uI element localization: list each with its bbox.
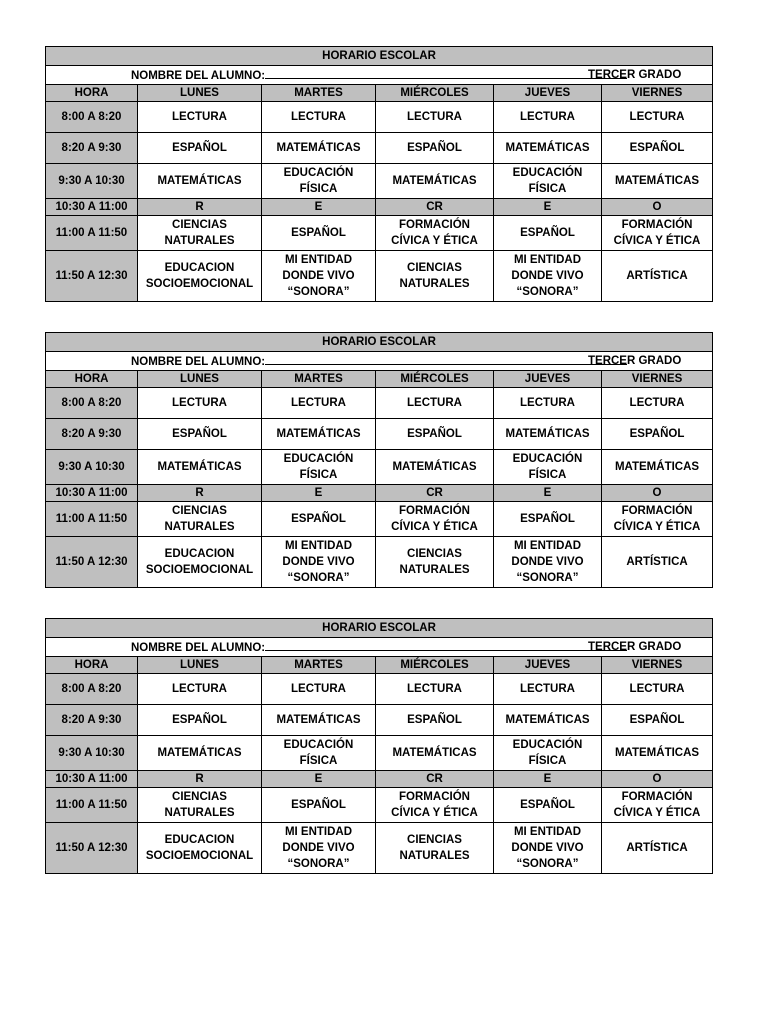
subject-cell-jueves: MI ENTIDAD DONDE VIVO “SONORA” — [494, 537, 602, 588]
subject-cell-lunes: R — [138, 485, 262, 502]
schedule-table — [45, 332, 713, 588]
hour-cell: 11:50 A 12:30 — [46, 823, 138, 874]
subject-cell-viernes: LECTURA — [602, 388, 713, 419]
schedule-row — [46, 164, 713, 199]
schedule-card-1 — [45, 46, 712, 302]
student-name-label: NOMBRE DEL ALUMNO: — [130, 356, 266, 368]
schedule-title: HORARIO ESCOLAR — [46, 619, 713, 638]
hour-cell: 8:20 A 9:30 — [46, 419, 138, 450]
subject-cell-miercoles: MATEMÁTICAS — [376, 736, 494, 771]
subject-cell-martes: MI ENTIDAD DONDE VIVO “SONORA” — [262, 537, 376, 588]
subject-cell-martes: MI ENTIDAD DONDE VIVO “SONORA” — [262, 251, 376, 302]
subject-cell-martes: MATEMÁTICAS — [262, 419, 376, 450]
student-name-line[interactable] — [265, 66, 627, 79]
grade-label: TERCER GRADO — [588, 355, 682, 367]
subject-cell-jueves: MI ENTIDAD DONDE VIVO “SONORA” — [494, 823, 602, 874]
hour-cell: 11:50 A 12:30 — [46, 537, 138, 588]
subject-cell-miercoles: LECTURA — [376, 674, 494, 705]
subject-cell-jueves: E — [494, 199, 602, 216]
schedule-row — [46, 485, 713, 502]
schedule-row — [46, 450, 713, 485]
schedule-table — [45, 618, 713, 874]
subject-cell-martes: MI ENTIDAD DONDE VIVO “SONORA” — [262, 823, 376, 874]
subject-cell-viernes: LECTURA — [602, 102, 713, 133]
subject-cell-jueves: EDUCACIÓN FÍSICA — [494, 736, 602, 771]
subject-cell-lunes: EDUCACION SOCIOEMOCIONAL — [138, 537, 262, 588]
header-miercoles: MIÉRCOLES — [376, 371, 494, 388]
student-name-line[interactable] — [265, 352, 627, 365]
subject-cell-viernes: O — [602, 771, 713, 788]
hour-cell: 8:00 A 8:20 — [46, 102, 138, 133]
subject-cell-martes: ESPAÑOL — [262, 788, 376, 823]
subject-cell-viernes: FORMACIÓN CÍVICA Y ÉTICA — [602, 216, 713, 251]
subject-cell-viernes: ESPAÑOL — [602, 419, 713, 450]
subject-cell-jueves: MATEMÁTICAS — [494, 705, 602, 736]
subject-cell-lunes: ESPAÑOL — [138, 419, 262, 450]
subject-cell-martes: EDUCACIÓN FÍSICA — [262, 736, 376, 771]
subject-cell-viernes: ARTÍSTICA — [602, 537, 713, 588]
student-name-row — [46, 66, 713, 85]
subject-cell-jueves: LECTURA — [494, 388, 602, 419]
subject-cell-miercoles: FORMACIÓN CÍVICA Y ÉTICA — [376, 502, 494, 537]
subject-cell-lunes: CIENCIAS NATURALES — [138, 788, 262, 823]
subject-cell-lunes: ESPAÑOL — [138, 133, 262, 164]
subject-cell-martes: LECTURA — [262, 674, 376, 705]
subject-cell-jueves: MATEMÁTICAS — [494, 419, 602, 450]
header-miercoles: MIÉRCOLES — [376, 657, 494, 674]
subject-cell-lunes: MATEMÁTICAS — [138, 450, 262, 485]
schedule-title: HORARIO ESCOLAR — [46, 47, 713, 66]
header-viernes: VIERNES — [602, 657, 713, 674]
schedule-card-2 — [45, 332, 712, 588]
hour-cell: 10:30 A 11:00 — [46, 199, 138, 216]
subject-cell-lunes: MATEMÁTICAS — [138, 164, 262, 199]
schedule-row — [46, 251, 713, 302]
subject-cell-lunes: LECTURA — [138, 674, 262, 705]
subject-cell-jueves: MI ENTIDAD DONDE VIVO “SONORA” — [494, 251, 602, 302]
subject-cell-lunes: EDUCACION SOCIOEMOCIONAL — [138, 823, 262, 874]
subject-cell-jueves: LECTURA — [494, 102, 602, 133]
schedule-row — [46, 502, 713, 537]
subject-cell-viernes: FORMACIÓN CÍVICA Y ÉTICA — [602, 788, 713, 823]
schedule-row — [46, 771, 713, 788]
subject-cell-viernes: MATEMÁTICAS — [602, 450, 713, 485]
schedule-row — [46, 133, 713, 164]
subject-cell-martes: LECTURA — [262, 102, 376, 133]
schedule-row — [46, 199, 713, 216]
header-lunes: LUNES — [138, 371, 262, 388]
hour-cell: 10:30 A 11:00 — [46, 771, 138, 788]
schedule-row — [46, 823, 713, 874]
subject-cell-miercoles: FORMACIÓN CÍVICA Y ÉTICA — [376, 788, 494, 823]
schedule-title: HORARIO ESCOLAR — [46, 333, 713, 352]
subject-cell-miercoles: MATEMÁTICAS — [376, 450, 494, 485]
hour-cell: 8:00 A 8:20 — [46, 388, 138, 419]
hour-cell: 8:20 A 9:30 — [46, 705, 138, 736]
subject-cell-viernes: ARTÍSTICA — [602, 823, 713, 874]
schedule-row — [46, 419, 713, 450]
header-jueves: JUEVES — [494, 657, 602, 674]
hour-cell: 9:30 A 10:30 — [46, 450, 138, 485]
hour-cell: 11:00 A 11:50 — [46, 788, 138, 823]
subject-cell-jueves: ESPAÑOL — [494, 216, 602, 251]
subject-cell-miercoles: ESPAÑOL — [376, 419, 494, 450]
header-jueves: JUEVES — [494, 85, 602, 102]
header-row — [46, 85, 713, 102]
subject-cell-martes: E — [262, 771, 376, 788]
hour-cell: 8:00 A 8:20 — [46, 674, 138, 705]
header-row — [46, 371, 713, 388]
subject-cell-jueves: E — [494, 771, 602, 788]
subject-cell-jueves: EDUCACIÓN FÍSICA — [494, 164, 602, 199]
subject-cell-viernes: ESPAÑOL — [602, 133, 713, 164]
header-hora: HORA — [46, 371, 138, 388]
subject-cell-martes: MATEMÁTICAS — [262, 705, 376, 736]
subject-cell-miercoles: CR — [376, 771, 494, 788]
subject-cell-miercoles: FORMACIÓN CÍVICA Y ÉTICA — [376, 216, 494, 251]
header-jueves: JUEVES — [494, 371, 602, 388]
header-miercoles: MIÉRCOLES — [376, 85, 494, 102]
subject-cell-viernes: MATEMÁTICAS — [602, 736, 713, 771]
subject-cell-lunes: CIENCIAS NATURALES — [138, 216, 262, 251]
hour-cell: 11:00 A 11:50 — [46, 502, 138, 537]
grade-label: TERCER GRADO — [588, 69, 682, 81]
schedule-row — [46, 216, 713, 251]
subject-cell-jueves: E — [494, 485, 602, 502]
subject-cell-lunes: MATEMÁTICAS — [138, 736, 262, 771]
header-martes: MARTES — [262, 85, 376, 102]
subject-cell-miercoles: CR — [376, 199, 494, 216]
hour-cell: 10:30 A 11:00 — [46, 485, 138, 502]
subject-cell-lunes: R — [138, 771, 262, 788]
subject-cell-viernes: O — [602, 199, 713, 216]
subject-cell-martes: EDUCACIÓN FÍSICA — [262, 450, 376, 485]
subject-cell-jueves: MATEMÁTICAS — [494, 133, 602, 164]
header-viernes: VIERNES — [602, 371, 713, 388]
subject-cell-miercoles: LECTURA — [376, 102, 494, 133]
schedule-table — [45, 46, 713, 302]
subject-cell-martes: ESPAÑOL — [262, 502, 376, 537]
schedule-row — [46, 102, 713, 133]
subject-cell-miercoles: ESPAÑOL — [376, 133, 494, 164]
subject-cell-viernes: ESPAÑOL — [602, 705, 713, 736]
subject-cell-martes: EDUCACIÓN FÍSICA — [262, 164, 376, 199]
schedule-row — [46, 674, 713, 705]
subject-cell-lunes: R — [138, 199, 262, 216]
subject-cell-miercoles: CR — [376, 485, 494, 502]
subject-cell-viernes: LECTURA — [602, 674, 713, 705]
header-martes: MARTES — [262, 371, 376, 388]
header-lunes: LUNES — [138, 85, 262, 102]
subject-cell-martes: E — [262, 485, 376, 502]
schedule-row — [46, 705, 713, 736]
subject-cell-lunes: ESPAÑOL — [138, 705, 262, 736]
subject-cell-lunes: LECTURA — [138, 388, 262, 419]
header-viernes: VIERNES — [602, 85, 713, 102]
grade-label: TERCER GRADO — [588, 641, 682, 653]
header-martes: MARTES — [262, 657, 376, 674]
student-name-label: NOMBRE DEL ALUMNO: — [130, 70, 266, 82]
subject-cell-miercoles: ESPAÑOL — [376, 705, 494, 736]
header-hora: HORA — [46, 85, 138, 102]
subject-cell-miercoles: MATEMÁTICAS — [376, 164, 494, 199]
header-hora: HORA — [46, 657, 138, 674]
schedule-row — [46, 537, 713, 588]
hour-cell: 8:20 A 9:30 — [46, 133, 138, 164]
subject-cell-jueves: ESPAÑOL — [494, 502, 602, 537]
schedule-row — [46, 736, 713, 771]
student-name-line[interactable] — [265, 638, 627, 651]
subject-cell-lunes: LECTURA — [138, 102, 262, 133]
hour-cell: 9:30 A 10:30 — [46, 736, 138, 771]
subject-cell-viernes: FORMACIÓN CÍVICA Y ÉTICA — [602, 502, 713, 537]
hour-cell: 9:30 A 10:30 — [46, 164, 138, 199]
subject-cell-miercoles: CIENCIAS NATURALES — [376, 823, 494, 874]
subject-cell-lunes: CIENCIAS NATURALES — [138, 502, 262, 537]
subject-cell-martes: LECTURA — [262, 388, 376, 419]
schedule-row — [46, 788, 713, 823]
subject-cell-miercoles: LECTURA — [376, 388, 494, 419]
subject-cell-martes: E — [262, 199, 376, 216]
schedule-row — [46, 388, 713, 419]
subject-cell-miercoles: CIENCIAS NATURALES — [376, 537, 494, 588]
student-name-label: NOMBRE DEL ALUMNO: — [130, 642, 266, 654]
subject-cell-jueves: ESPAÑOL — [494, 788, 602, 823]
subject-cell-jueves: EDUCACIÓN FÍSICA — [494, 450, 602, 485]
subject-cell-viernes: MATEMÁTICAS — [602, 164, 713, 199]
subject-cell-jueves: LECTURA — [494, 674, 602, 705]
header-lunes: LUNES — [138, 657, 262, 674]
hour-cell: 11:00 A 11:50 — [46, 216, 138, 251]
hour-cell: 11:50 A 12:30 — [46, 251, 138, 302]
subject-cell-viernes: ARTÍSTICA — [602, 251, 713, 302]
subject-cell-viernes: O — [602, 485, 713, 502]
student-name-row — [46, 638, 713, 657]
header-row — [46, 657, 713, 674]
schedule-card-3 — [45, 618, 712, 874]
subject-cell-lunes: EDUCACION SOCIOEMOCIONAL — [138, 251, 262, 302]
subject-cell-martes: MATEMÁTICAS — [262, 133, 376, 164]
subject-cell-miercoles: CIENCIAS NATURALES — [376, 251, 494, 302]
subject-cell-martes: ESPAÑOL — [262, 216, 376, 251]
student-name-row — [46, 352, 713, 371]
